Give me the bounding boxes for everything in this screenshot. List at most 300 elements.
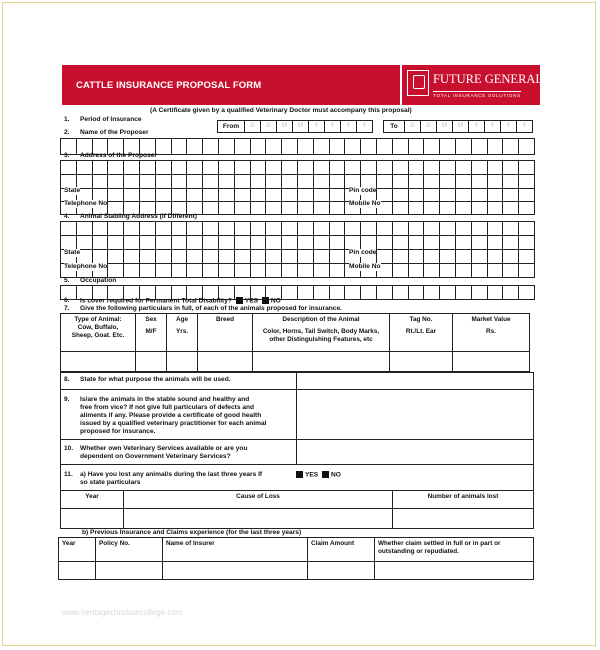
letter-box[interactable] [93,236,109,250]
letter-box[interactable] [187,236,203,250]
letter-box[interactable] [266,139,282,155]
letter-box[interactable] [377,222,393,236]
table-cell[interactable] [59,562,96,580]
letter-box[interactable] [235,202,251,215]
letter-box[interactable] [456,202,472,215]
letter-box[interactable] [488,175,504,189]
date-cell[interactable]: D [404,121,420,132]
letter-box[interactable] [488,161,504,175]
letter-box[interactable] [314,175,330,189]
letter-box[interactable] [330,222,346,236]
letter-box[interactable] [93,175,109,189]
letter-box[interactable] [314,222,330,236]
letter-box[interactable] [187,175,203,189]
letter-box[interactable] [140,161,156,175]
letter-box[interactable] [172,236,188,250]
letter-box[interactable] [282,202,298,215]
letter-box[interactable] [61,222,77,236]
letter-box[interactable] [472,236,488,250]
letter-box[interactable] [203,202,219,215]
letter-box[interactable] [456,139,472,155]
letter-box[interactable] [361,161,377,175]
letter-box[interactable] [282,222,298,236]
stabling-address-grid[interactable] [60,221,535,250]
letter-box[interactable] [251,264,267,278]
letter-box[interactable] [61,236,77,250]
letter-box[interactable] [203,250,219,264]
letter-box[interactable] [282,189,298,202]
letter-box[interactable] [503,286,519,300]
letter-box[interactable] [219,222,235,236]
letter-box[interactable] [314,264,330,278]
letter-box[interactable] [519,161,535,175]
date-cell[interactable]: M [436,121,452,132]
letter-box[interactable] [172,189,188,202]
letter-box[interactable] [361,222,377,236]
q11-no-checkbox[interactable] [322,471,329,478]
letter-box[interactable] [409,189,425,202]
letter-box[interactable] [456,222,472,236]
letter-box[interactable] [172,139,188,155]
letter-box[interactable] [409,139,425,155]
letter-box[interactable] [345,222,361,236]
letter-box[interactable] [488,222,504,236]
letter-box[interactable] [424,222,440,236]
letter-box[interactable] [203,161,219,175]
table-cell[interactable] [96,562,163,580]
letter-box[interactable] [314,161,330,175]
letter-box[interactable] [330,236,346,250]
letter-box[interactable] [472,189,488,202]
letter-box[interactable] [219,175,235,189]
letter-box[interactable] [409,222,425,236]
letter-box[interactable] [393,250,409,264]
letter-box[interactable] [93,161,109,175]
letter-box[interactable] [251,236,267,250]
date-cell[interactable]: Y [356,121,372,132]
letter-box[interactable] [345,139,361,155]
letter-box[interactable] [472,161,488,175]
letter-box[interactable] [345,286,361,300]
letter-box[interactable] [393,202,409,215]
letter-box[interactable] [108,189,124,202]
letter-box[interactable] [503,264,519,278]
letter-box[interactable] [377,286,393,300]
letter-box[interactable] [393,175,409,189]
table-cell[interactable] [393,509,534,529]
letter-box[interactable] [203,264,219,278]
letter-box[interactable] [503,189,519,202]
letter-box[interactable] [187,222,203,236]
letter-box[interactable] [314,202,330,215]
letter-box[interactable] [503,161,519,175]
letter-box[interactable] [172,264,188,278]
letter-box[interactable] [251,189,267,202]
letter-box[interactable] [314,236,330,250]
letter-box[interactable] [472,175,488,189]
letter-box[interactable] [187,139,203,155]
letter-box[interactable] [298,264,314,278]
letter-box[interactable] [187,189,203,202]
table-cell[interactable] [124,509,393,529]
letter-box[interactable] [424,139,440,155]
table-cell[interactable] [61,509,124,529]
letter-box[interactable] [409,161,425,175]
letter-box[interactable] [345,161,361,175]
letter-box[interactable] [424,264,440,278]
letter-box[interactable] [108,222,124,236]
letter-box[interactable] [203,189,219,202]
date-cell[interactable]: M [452,121,468,132]
letter-box[interactable] [172,222,188,236]
letter-box[interactable] [124,264,140,278]
table-cell[interactable] [390,352,453,372]
letter-box[interactable] [251,139,267,155]
table-cell[interactable] [253,352,390,372]
header-line: Rt./Lt. Ear [405,328,437,335]
letter-box[interactable] [440,161,456,175]
date-cell[interactable]: Y [308,121,324,132]
letter-box[interactable] [235,175,251,189]
letter-box[interactable] [456,175,472,189]
table-cell[interactable] [453,352,530,372]
letter-box[interactable] [156,139,172,155]
letter-box[interactable] [456,264,472,278]
letter-box[interactable] [108,236,124,250]
letter-box[interactable] [330,175,346,189]
letter-box[interactable] [361,236,377,250]
letter-box[interactable] [409,236,425,250]
letter-box[interactable] [77,161,93,175]
letter-box[interactable] [456,189,472,202]
date-cell[interactable]: Y [468,121,484,132]
letter-box[interactable] [393,222,409,236]
letter-box[interactable] [519,264,535,278]
letter-box[interactable] [77,222,93,236]
letter-box[interactable] [424,189,440,202]
letter-box[interactable] [235,236,251,250]
letter-box[interactable] [156,189,172,202]
letter-box[interactable] [440,222,456,236]
period-from-field[interactable] [217,120,373,133]
letter-box[interactable] [330,161,346,175]
letter-box[interactable] [156,236,172,250]
letter-box[interactable] [235,250,251,264]
letter-box[interactable] [266,202,282,215]
letter-box[interactable] [140,189,156,202]
letter-box[interactable] [314,139,330,155]
letter-box[interactable] [298,189,314,202]
letter-box[interactable] [266,222,282,236]
letter-box[interactable] [472,264,488,278]
letter-box[interactable] [298,250,314,264]
table-row[interactable] [61,509,534,529]
letter-box[interactable] [361,286,377,300]
date-cell[interactable]: Y [484,121,500,132]
letter-box[interactable] [393,161,409,175]
table-cell[interactable] [308,562,375,580]
letter-box[interactable] [472,250,488,264]
letter-box[interactable] [361,139,377,155]
letter-box[interactable] [440,202,456,215]
date-cell[interactable]: M [292,121,308,132]
q10-answer-field[interactable] [296,439,534,465]
letter-box[interactable] [203,222,219,236]
letter-box[interactable] [108,264,124,278]
letter-box[interactable] [440,175,456,189]
letter-box[interactable] [156,161,172,175]
letter-box[interactable] [314,189,330,202]
letter-box[interactable] [314,286,330,300]
letter-box[interactable] [519,222,535,236]
letter-box[interactable] [298,286,314,300]
letter-box[interactable] [519,189,535,202]
letter-box[interactable] [140,236,156,250]
q9-answer-field[interactable] [296,389,534,440]
letter-box[interactable] [330,264,346,278]
date-cell[interactable]: D [260,121,276,132]
letter-box[interactable] [156,222,172,236]
letter-box[interactable] [345,236,361,250]
letter-box[interactable] [503,202,519,215]
letter-box[interactable] [93,222,109,236]
letter-box[interactable] [440,139,456,155]
letter-box[interactable] [377,250,393,264]
letter-box[interactable] [187,161,203,175]
letter-box[interactable] [235,139,251,155]
date-cell[interactable]: M [276,121,292,132]
letter-box[interactable] [251,161,267,175]
letter-box[interactable] [377,175,393,189]
stabling-state-row[interactable] [60,249,535,278]
letter-box[interactable] [330,250,346,264]
letter-box[interactable] [219,161,235,175]
letter-box[interactable] [519,202,535,215]
letter-box[interactable] [440,250,456,264]
letter-box[interactable] [108,175,124,189]
letter-box[interactable] [187,264,203,278]
letter-box[interactable] [298,161,314,175]
letter-box[interactable] [330,139,346,155]
letter-box[interactable] [251,222,267,236]
table-cell[interactable] [136,352,167,372]
letter-box[interactable] [409,175,425,189]
letter-box[interactable] [472,286,488,300]
letter-box[interactable] [172,161,188,175]
letter-box[interactable] [409,286,425,300]
letter-box[interactable] [156,250,172,264]
header-line: other Distinguishing Features, etc [269,336,373,343]
date-cell[interactable]: Y [324,121,340,132]
letter-box[interactable] [172,175,188,189]
letter-box[interactable] [140,222,156,236]
letter-box[interactable] [235,222,251,236]
table-cell[interactable] [61,352,136,372]
letter-box[interactable] [235,161,251,175]
q6-yes-checkbox[interactable] [236,297,243,304]
date-cell[interactable]: Y [516,121,532,132]
letter-box[interactable] [266,236,282,250]
letter-box[interactable] [472,202,488,215]
letter-box[interactable] [456,161,472,175]
letter-box[interactable] [503,250,519,264]
letter-box[interactable] [108,250,124,264]
letter-box[interactable] [488,189,504,202]
proposer-state-row[interactable] [60,188,535,215]
letter-box[interactable] [282,175,298,189]
letter-box[interactable] [488,264,504,278]
letter-box[interactable] [393,189,409,202]
letter-box[interactable] [440,286,456,300]
letter-box[interactable] [424,175,440,189]
letter-box[interactable] [440,236,456,250]
letter-box[interactable] [156,175,172,189]
q6-no-checkbox[interactable] [262,297,269,304]
letter-box[interactable] [124,161,140,175]
letter-box[interactable] [93,250,109,264]
letter-box[interactable] [124,236,140,250]
letter-box[interactable] [519,139,535,155]
letter-box[interactable] [282,264,298,278]
table-cell[interactable] [375,562,534,580]
q4-label: Animal Stabling Address (If Different) [80,213,197,220]
letter-box[interactable] [282,161,298,175]
letter-box[interactable] [298,175,314,189]
letter-box[interactable] [488,286,504,300]
letter-box[interactable] [377,236,393,250]
letter-box[interactable] [424,286,440,300]
letter-box[interactable] [266,250,282,264]
letter-box[interactable] [330,202,346,215]
letter-box[interactable] [298,236,314,250]
date-cell[interactable]: Y [340,121,356,132]
letter-box[interactable] [488,202,504,215]
letter-box[interactable] [440,189,456,202]
letter-box[interactable] [235,264,251,278]
q1-label: Period of Insurance [80,116,142,123]
letter-box[interactable] [266,189,282,202]
letter-box[interactable] [503,222,519,236]
letter-box[interactable] [472,139,488,155]
letter-box[interactable] [393,139,409,155]
letter-box[interactable] [219,250,235,264]
letter-box[interactable] [393,286,409,300]
q8-answer-field[interactable] [296,372,534,390]
letter-box[interactable] [203,236,219,250]
letter-box[interactable] [456,236,472,250]
letter-box[interactable] [377,161,393,175]
letter-box[interactable] [424,161,440,175]
letter-box[interactable] [424,202,440,215]
letter-box[interactable] [108,161,124,175]
date-cell[interactable]: Y [500,121,516,132]
letter-box[interactable] [282,139,298,155]
letter-box[interactable] [61,161,77,175]
letter-box[interactable] [409,264,425,278]
letter-box[interactable] [503,175,519,189]
letter-box[interactable] [440,264,456,278]
table-row[interactable] [59,562,534,580]
letter-box[interactable] [203,139,219,155]
letter-box[interactable] [219,189,235,202]
letter-box[interactable] [393,264,409,278]
letter-box[interactable] [282,236,298,250]
letter-box[interactable] [124,222,140,236]
date-cell[interactable]: D [420,121,436,132]
q11-yes-checkbox[interactable] [296,471,303,478]
table-cell[interactable] [167,352,198,372]
letter-box[interactable] [140,250,156,264]
letter-box[interactable] [282,286,298,300]
table-row[interactable] [61,352,530,372]
letter-box[interactable] [140,264,156,278]
letter-box[interactable] [314,250,330,264]
letter-box[interactable] [124,175,140,189]
letter-box[interactable] [409,250,425,264]
letter-box[interactable] [251,202,267,215]
letter-box[interactable] [235,189,251,202]
letter-box[interactable] [393,236,409,250]
letter-box[interactable] [519,250,535,264]
letter-box[interactable] [140,175,156,189]
proposer-address-grid[interactable] [60,160,535,189]
letter-box[interactable] [266,161,282,175]
letter-box[interactable] [519,236,535,250]
letter-box[interactable] [77,236,93,250]
letter-box[interactable] [219,202,235,215]
letter-box[interactable] [203,175,219,189]
letter-box[interactable] [156,264,172,278]
letter-box[interactable] [124,189,140,202]
letter-box[interactable] [472,222,488,236]
letter-box[interactable] [251,250,267,264]
letter-box[interactable] [519,175,535,189]
date-cell[interactable]: D [244,121,260,132]
letter-box[interactable] [172,250,188,264]
letter-box[interactable] [251,175,267,189]
letter-box[interactable] [266,264,282,278]
table-cell[interactable] [163,562,308,580]
letter-box[interactable] [298,139,314,155]
letter-box[interactable] [488,139,504,155]
letter-box[interactable] [124,250,140,264]
letter-box[interactable] [503,236,519,250]
letter-box[interactable] [219,236,235,250]
q9-line: free from vice? If not give full particulars of defects and [80,404,255,411]
letter-box[interactable] [488,250,504,264]
letter-box[interactable] [424,250,440,264]
letter-box[interactable] [409,202,425,215]
table-cell[interactable] [198,352,253,372]
letter-box[interactable] [219,264,235,278]
letter-box[interactable] [503,139,519,155]
letter-box[interactable] [456,286,472,300]
letter-box[interactable] [488,236,504,250]
letter-box[interactable] [456,250,472,264]
letter-box[interactable] [298,222,314,236]
period-to-field[interactable] [383,120,533,133]
letter-box[interactable] [298,202,314,215]
letter-box[interactable] [519,286,535,300]
letter-box[interactable] [266,175,282,189]
letter-box[interactable] [282,250,298,264]
letter-box[interactable] [219,139,235,155]
letter-box[interactable] [330,189,346,202]
letter-box[interactable] [330,286,346,300]
letter-box[interactable] [377,139,393,155]
letter-box[interactable] [424,236,440,250]
letter-box[interactable] [187,250,203,264]
